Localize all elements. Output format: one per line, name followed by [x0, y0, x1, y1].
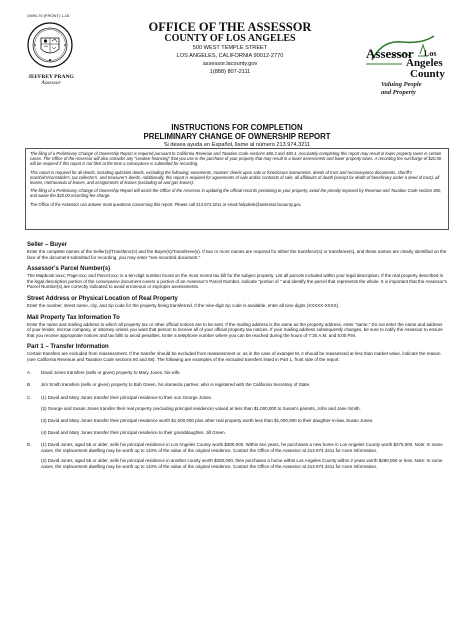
title-line-1: INSTRUCTIONS FOR COMPLETION [171, 123, 303, 132]
notice-paragraph-1: The filing of a Preliminary Change of Ownership Report is required pursuant to California Revenue and Taxation Code sections 480.3 and 480.4. Accurately completing this report may result in lower property taxes in certain cases. The Office of the Assessor will also consider any "creative financing" that you use in the purchase of your property that may result in a lower assessment and lower property taxes. A recording fee surcharge of $20.00 will be required if this report is not filed at the time a conveyance is submitted for recording. [30, 151, 442, 167]
county-seal-icon [27, 22, 73, 68]
section-heading: Part 1 – Transfer Information [27, 344, 109, 351]
example-text: David Jones transfers (sells or gives) property to Mary Jones, his wife. [41, 369, 181, 375]
section-body: The Mapbook:xxxx; Page:xxx; and Parcel:xxx; is a ten-digit number found on the most recent tax bill for the subject property. List all parcels included within your legal description. If the real property described in the legal description portion of the conveyance document covers a portion of an Assessor's Parcel Number, indicate "portion of " and identify the parcel that represents the whole. It is important that the Assessor's Parcel Number(s) are correctly indicated to avoid erroneous or improper assessments. [27, 273, 447, 290]
city-address: LOS ANGELES, CALIFORNIA 90012-2770 [176, 53, 284, 59]
logo-county: County [410, 68, 445, 80]
example-label: B. [27, 382, 32, 388]
section-parcel-number [27, 266, 447, 290]
section-street-address [27, 296, 447, 309]
section-part-1 [27, 344, 447, 362]
example-item [27, 458, 447, 469]
section-body: Enter the number, street name, city, and zip code for the property being transferred. If the nine-digit zip code is available, enter all nine digits (XXXXX-XXXX). [27, 302, 340, 308]
section-body: Certain transfers are excluded from reassessment. If the transfer should be excluded from reassessment or, as in the case of example M, it should be reassessed at less than market value, indicate the reason (see California Revenue and Taxation Code sections 60 and 68). The following are examples of the excluded transfers listed in Part 1, front side of the report: [27, 351, 441, 362]
spanish-help-line: Si desea ayuda en Español, llame al número 213.974.3211 [163, 142, 311, 148]
tagline-line-2: and Property [381, 88, 416, 96]
example-item [27, 370, 447, 376]
tagline [381, 81, 422, 96]
notice-paragraph-3: The filing of a Preliminary Change of Ownership Report will assist the Office of the Assessor in updating the official records pertaining to your property, avoid the penalty imposed by Revenue and Taxation Code section 480, and waive the $20.00 recording fee charge. [30, 188, 442, 199]
logo-angeles: Angeles [406, 57, 443, 69]
assessor-name: JEFFREY PRANG [28, 74, 74, 80]
example-label [27, 406, 41, 412]
notice-box [25, 148, 449, 230]
website-link[interactable]: assessor.lacounty.gov [202, 61, 258, 67]
assessor-logo-icon [362, 34, 448, 80]
section-mail-tax-info [27, 315, 447, 339]
phone-number: 1(888) 807-2111 [209, 69, 251, 75]
assessor-role: Assessor [41, 80, 61, 86]
example-item [27, 382, 447, 388]
example-text: (2) David Jones, aged 55 or older, sells his principal residence in another county worth $250,000, then purchases a home within Los Angeles County within 2 years worth $280,000 or less. Note: In some cases, the replacement dwelling may be worth up to 110% of the value of the original residence. Contact the Office of the Assessor at 213.974.3211 for more information. [41, 458, 443, 469]
tagline-line-1: Valuing People [381, 81, 422, 88]
section-heading: Assessor's Parcel Number(s) [27, 266, 111, 273]
example-label [27, 430, 41, 436]
street-address: 500 WEST TEMPLE STREET [192, 45, 268, 51]
instructions-content [27, 236, 447, 469]
notice-paragraph-2: This report is required for all deeds, including quitclaim deeds, excluding the following: easements, trustees' deeds upon sale or foreclosure instruments, deeds of trust and reconveyance documents, sheriff's marshal's/constable's, tax collector's, and treasurer's deeds. Additionally, this report is required for agreements of sale and/or contracts of sale, all affidavits of death (except for death of beneficiary under a deed of trust), all leases, memoranda of leases, and assignments of leases (excluding oil and gas leases). [30, 169, 440, 186]
section-heading: Seller – Buyer [27, 242, 68, 248]
office-header [120, 21, 340, 76]
example-item [27, 395, 447, 401]
notice-paragraph-4: The Office of the Assessor can answer most questions concerning this report. Please call 213.974.3211 or email helpdesk@assessor.lacounty.gov. [30, 201, 302, 207]
logo-word: Assessor [366, 46, 414, 61]
example-item [27, 406, 447, 412]
title-line-2: PRELIMINARY CHANGE OF OWNERSHIP REPORT [143, 132, 331, 141]
county-title: COUNTY OF LOS ANGELES [164, 33, 296, 44]
section-body: Enter the name and mailing address to which all property tax or other official notices are to be sent. If the mailing address is the same as the property address, enter "same." Do not enter the name and address of your lender, escrow company, or attorney unless you want that person to receive all of your official property tax notices. If your mailing address subsequently changes, be sure to notify the Assessor to ensure that you receive appropriate notices and tax bills to avoid penalties. Enter a telephone number where you can be reached during the hours of 7:30 A.M. and 5:00 P.M. [27, 321, 443, 338]
example-text: (2) George and Susan Jones transfer their real property (excluding principal residence) valued at less than $1,000,000 to Susan's parents, John and Jane Smith. [41, 406, 361, 412]
section-heading: Mail Property Tax Information To [27, 314, 120, 321]
example-text: (4) David and Mary Jones transfer their principal residence to their granddaughter, Jill Green. [41, 429, 226, 435]
office-title: OFFICE OF THE ASSESSOR [148, 20, 312, 34]
example-label: D. [27, 442, 32, 448]
example-item [27, 418, 447, 424]
form-id: OWN-70 (FRONT) 1-16 [27, 13, 70, 18]
example-text: (1) David and Mary Jones transfer their principal residence to their son George Jones. [41, 394, 213, 400]
example-label [27, 458, 41, 469]
example-text: (1) David Jones, aged 55 or older, sells his principal residence in Los Angeles County worth $300,000. Within two years, he purchases a new home in Los Angeles County worth $275,000. Note: In some cases, the replacement dwelling may be worth up to 110% of the value of the original residence. Contact the Office of the Assessor at 213.974.3211 for more information. [41, 442, 443, 453]
example-label [27, 418, 41, 424]
example-item [27, 442, 447, 453]
section-body: Enter the complete names of the Seller(s)/Transferor(s) and the Buyer(s)/Transferee(s). If two or more names are required for either the transferor(s) or transferee(s), and these names are clearly identified on the face of the document submitted for recording, you may enter "see recorded document." [27, 249, 447, 260]
example-text: Jim Smith transfers (sells or gives) property to Bob Green, his domestic partner, who is registered with the California Secretary of State. [41, 382, 311, 388]
example-item [27, 430, 447, 436]
section-seller-buyer [27, 242, 447, 260]
example-text: (3) David and Mary Jones transfer their principal residence worth $1,500,000 plus other real property worth less than $1,000,000 to their daughter-in-law, Susan Jones. [41, 417, 374, 423]
document-title-block [100, 123, 374, 149]
logo-los: Los [424, 49, 437, 58]
example-label: C. [27, 394, 32, 400]
example-label: A. [27, 369, 32, 375]
section-heading: Street Address or Physical Location of Real Property [27, 295, 178, 302]
assessor-name-block [24, 74, 78, 86]
